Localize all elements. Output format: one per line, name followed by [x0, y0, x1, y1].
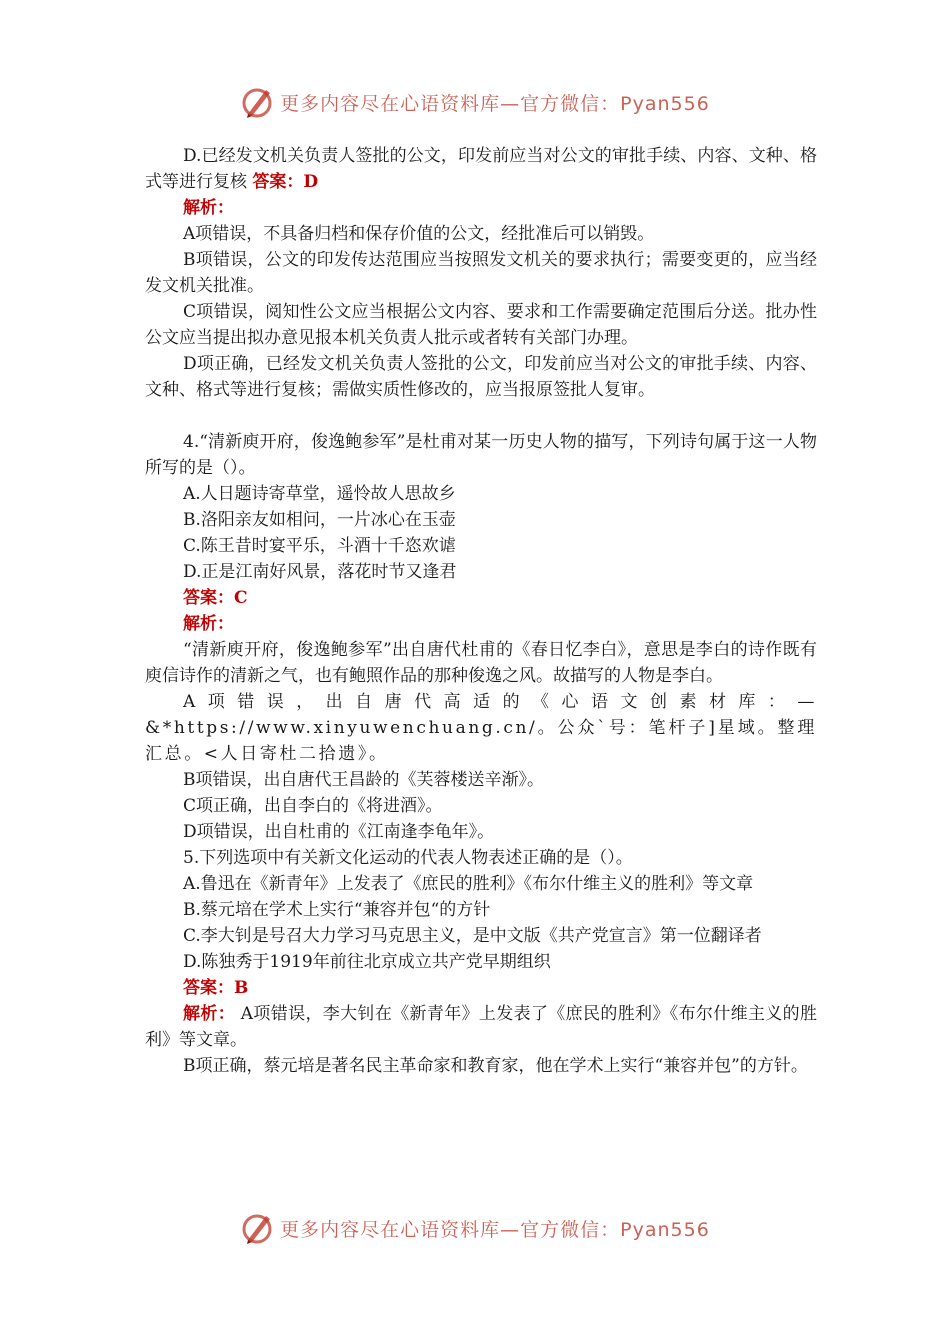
document-body — [145, 143, 817, 1079]
question-5-answer: 答案：B — [183, 978, 249, 998]
analysis-paragraph: A项错误，不具备归档和保存价值的公文，经批准后可以销毁。 — [183, 224, 655, 244]
question-5-option: D.陈独秀于1919年前往北京成立共产党早期组织 — [183, 952, 551, 972]
question-5-stem: 5.下列选项中有关新文化运动的代表人物表述正确的是（）。 — [183, 848, 633, 868]
analysis-paragraph: A项错误，出自唐代高适的《心语文创素材库：—&*https://www.xinyuwenchuang.cn/。公众`号：笔杆子]星域。整理汇总。<人日寄杜二拾遗》。 — [145, 692, 817, 764]
question-4-option: A.人日题诗寄草堂，遥怜故人思故乡 — [183, 484, 456, 504]
pen-logo-icon — [240, 1210, 276, 1246]
analysis-paragraph: C项正确，出自李白的《将进酒》。 — [183, 796, 443, 816]
question-4-option: D.正是江南好风景，落花时节又逢君 — [183, 562, 457, 582]
analysis-paragraph: 解析： A项错误，李大钊在《新青年》上发表了《庶民的胜利》《布尔什维主义的胜利》等文章。 — [145, 1004, 817, 1050]
answer-label: 答案：D — [252, 172, 319, 192]
question-4-answer: 答案：C — [183, 588, 248, 608]
analysis-paragraph: C项错误，阅知性公文应当根据公文内容、要求和工作需要确定范围后分送。批办性公文应当提出拟办意见报本机关负责人批示或者转有关部门办理。 — [145, 302, 817, 348]
question-4-option: B.洛阳亲友如相问，一片冰心在玉壶 — [183, 510, 456, 530]
prev-option-d: D.已经发文机关负责人签批的公文，印发前应当对公文的审批手续、内容、文种、格式等进行复核 答案：D — [145, 146, 817, 192]
banner-text: 更多内容尽在心语资料库—官方微信：Pyan556 — [280, 1218, 710, 1241]
analysis-paragraph: “清新庾开府，俊逸鲍参军”出自唐代杜甫的《春日忆李白》，意思是李白的诗作既有庾信诗作的清新之气，也有鲍照作品的那种俊逸之风。故描写的人物是李白。 — [145, 640, 817, 686]
pen-logo-icon — [240, 84, 276, 120]
analysis-paragraph: D项错误，出自杜甫的《江南逢李龟年》。 — [183, 822, 495, 842]
analysis-paragraph: B项正确，蔡元培是著名民主革命家和教育家，他在学术上实行“兼容并包”的方针。 — [183, 1056, 808, 1076]
footer-banner — [0, 1208, 950, 1248]
question-5-option: B.蔡元培在学术上实行“兼容并包“的方针 — [183, 900, 491, 920]
question-4-stem: 4.“清新庾开府，俊逸鲍参军”是杜甫对某一历史人物的描写，下列诗句属于这一人物所写的是（）。 — [145, 432, 817, 478]
analysis-heading: 解析： — [183, 198, 234, 218]
analysis-paragraph: B项错误，公文的印发传达范围应当按照发文机关的要求执行；需要变更的，应当经发文机关批准。 — [145, 250, 817, 296]
header-banner — [0, 82, 950, 122]
question-5-option: C.李大钊是号召大力学习马克思主义，是中文版《共产党宣言》第一位翻译者 — [183, 926, 762, 946]
analysis-heading: 解析： — [183, 614, 234, 634]
banner-text: 更多内容尽在心语资料库—官方微信：Pyan556 — [280, 92, 710, 115]
question-4-option: C.陈王昔时宴平乐，斗酒十千恣欢谑 — [183, 536, 456, 556]
analysis-paragraph: B项错误，出自唐代王昌龄的《芙蓉楼送辛渐》。 — [183, 770, 544, 790]
analysis-paragraph: D项正确，已经发文机关负责人签批的公文，印发前应当对公文的审批手续、内容、文种、格式等进行复核；需做实质性修改的，应当报原签批人复审。 — [145, 354, 817, 400]
question-5-option: A.鲁迅在《新青年》上发表了《庶民的胜利》《布尔什维主义的胜利》等文章 — [183, 874, 754, 894]
